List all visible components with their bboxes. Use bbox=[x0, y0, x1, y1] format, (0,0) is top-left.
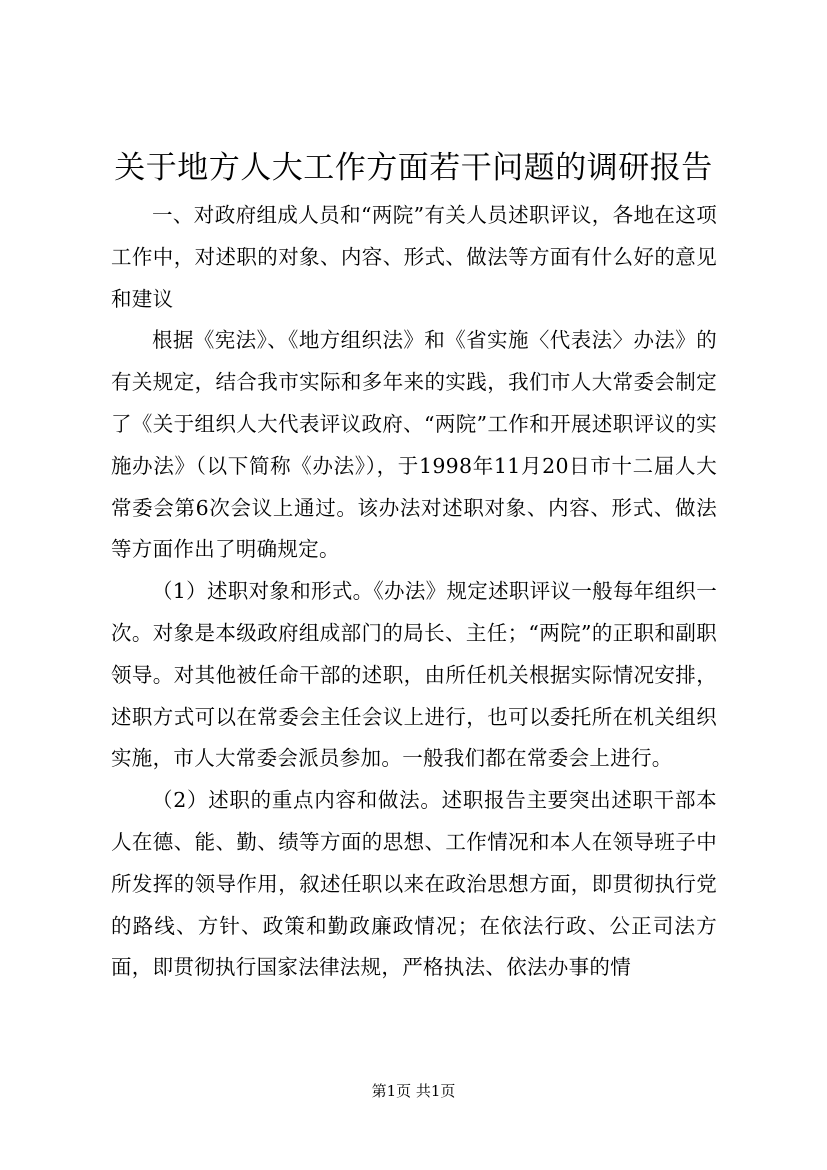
document-title: 关于地方人大工作方面若干问题的调研报告 bbox=[114, 150, 713, 186]
paragraph-subject-and-form: （1）述职对象和形式。《办法》规定述职评议一般每年组织一次。对象是本级政府组成部门的局长、主任；“两院”的正职和副职领导。对其他被任命干部的述职，由所任机关根据实际情况安排，述职方式可以在常委会主任会议上进行，也可以委托所在机关组织实施，市人大常委会派员参加。一般我们都在常委会上进行。 bbox=[111, 579, 717, 771]
page-number-footer: 第1页 共1页 bbox=[371, 1082, 456, 1100]
paragraph-legal-basis: 根据《宪法》、《地方组织法》和《省实施〈代表法〉办法》的有关规定，结合我市实际和多年来的实践，我们市人大常委会制定了《关于组织人大代表评议政府、“两院”工作和开展述职评议的实施办法》（以下简称《办法》），于1998年11月20日市十二届人大常委会第6次会议上通过。该办法对述职对象、内容、形式、做法等方面作出了明确规定。 bbox=[111, 328, 717, 562]
document-body bbox=[111, 195, 717, 989]
paragraph-section-heading: 一、对政府组成人员和“两院”有关人员述职评议，各地在这项工作中，对述职的对象、内容、形式、做法等方面有什么好的意见和建议 bbox=[111, 203, 717, 311]
paragraph-content-and-method: （2）述职的重点内容和做法。述职报告主要突出述职干部本人在德、能、勤、绩等方面的思想、工作情况和本人在领导班子中所发挥的领导作用，叙述任职以来在政治思想方面，即贯彻执行党的路线、方针、政策和勤政廉政情况；在依法行政、公正司法方面，即贯彻执行国家法律法规，严格执法、依法办事的情 bbox=[111, 788, 717, 980]
